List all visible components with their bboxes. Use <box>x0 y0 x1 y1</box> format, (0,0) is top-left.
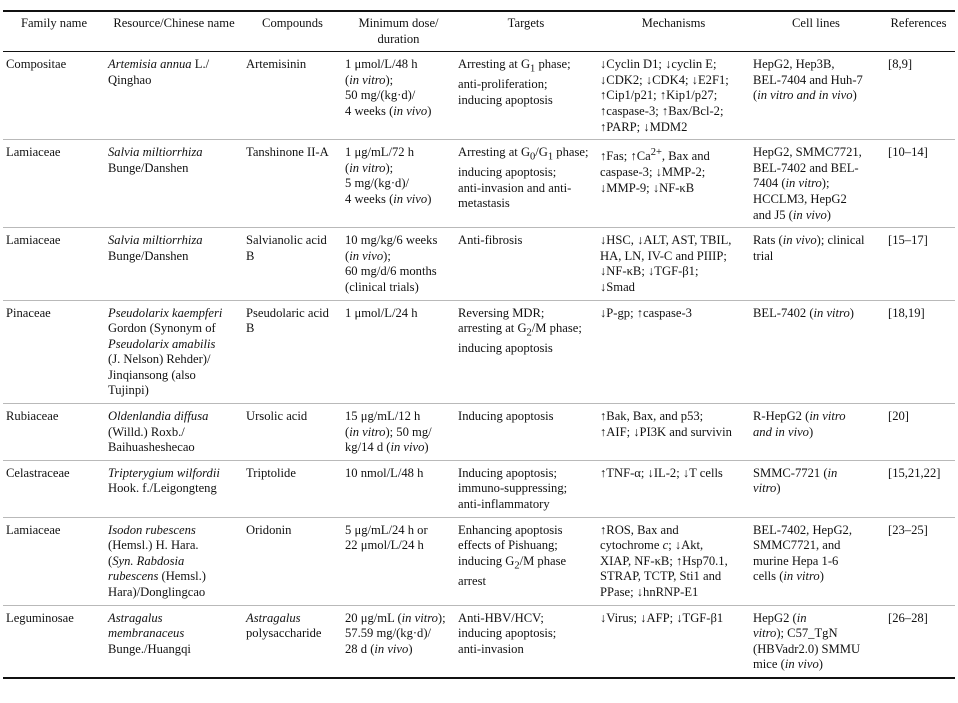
cell-compound: Pseudolaric acid B <box>246 305 329 336</box>
cell-family-name: Celastraceae <box>6 465 70 480</box>
cell-references: [20] <box>888 409 909 424</box>
cell-references: [15,21,22] <box>888 465 941 480</box>
cell-resource: Astragalus membranaceus Bunge./Huangqi <box>108 610 191 656</box>
cell-references: [15–17] <box>888 233 928 248</box>
cell-cell-lines: Rats (in vivo); clinical trial <box>753 233 865 263</box>
cell-family-name: Rubiaceae <box>6 409 59 424</box>
cell-compound: Ursolic acid <box>246 409 308 424</box>
cell-resource: Isodon rubescens (Hemsl.) H. Hara. (Syn. Rabdosia rubescens (Hemsl.) Hara)/Donglingcao <box>108 522 206 599</box>
table-row <box>3 52 955 140</box>
cell-targets: Anti-HBV/HCV; inducing apoptosis; anti-invasion <box>458 610 557 656</box>
cell-min-dose: 1 μmol/L/24 h <box>345 305 418 320</box>
cell-references: [26–28] <box>888 610 928 625</box>
table-row <box>3 300 955 404</box>
cell-mechanisms: ↓Virus; ↓AFP; ↓TGF-β1 <box>600 610 724 625</box>
cell-references: [23–25] <box>888 522 928 537</box>
cell-resource: Pseudolarix kaempferi Gordon (Synonym of Pseudolarix amabilis (J. Nelson) Rehder)/ Jinqiansong (also Tujinpi) <box>108 305 223 398</box>
cell-family-name: Lamiaceae <box>6 233 61 248</box>
cell-min-dose: 10 nmol/L/48 h <box>345 465 424 480</box>
table-row <box>3 605 955 678</box>
cell-resource: Salvia miltiorrhiza Bunge/Danshen <box>108 145 203 175</box>
cell-compound: Astragalus polysaccharide <box>246 610 322 641</box>
cell-cell-lines: R-HepG2 (in vitro and in vivo) <box>753 409 846 439</box>
table-header <box>3 11 955 52</box>
cell-mechanisms: ↑ROS, Bax and cytochrome c; ↓Akt, XIAP, NF-κB; ↑Hsp70.1, STRAP, TCTP, Sti1 and PPase; ↓hnRNP-E1 <box>600 522 728 599</box>
cell-mechanisms: ↓HSC, ↓ALT, AST, TBIL, HA, LN, IV-C and PIIIP; ↓NF-κB; ↓TGF-β1; ↓Smad <box>600 233 732 294</box>
cell-targets: Arresting at $G_0/G_1$ phase; inducing apoptosis; anti-invasion and anti- metastasis <box>458 145 589 211</box>
cell-references: [8,9] <box>888 57 913 72</box>
cell-compound: Artemisinin <box>246 57 307 72</box>
cell-resource: Tripterygium wilfordii Hook. f./Leigongteng <box>108 465 220 496</box>
cell-family-name: Pinaceae <box>6 305 51 320</box>
table-row <box>3 460 955 517</box>
header-family-name: Family name <box>20 16 88 30</box>
table-row <box>3 140 955 228</box>
cell-resource: Artemisia annua L./ Qinghao <box>108 57 210 87</box>
header-resource: Resource/Chinese name <box>113 16 235 30</box>
cell-mechanisms: ↑Fas; $↑Ca^{2+}$, Bax and caspase-3; ↓MMP-2; ↓MMP-9; ↓NF-κB <box>600 147 710 195</box>
cell-compound: Oridonin <box>246 522 292 537</box>
cell-resource: Oldenlandia diffusa (Willd.) Roxb./ Baihuasheshecao <box>108 409 209 455</box>
cell-cell-lines: HepG2, Hep3B, BEL-7404 and Huh-7 (in vitro and in vivo) <box>753 57 863 103</box>
herbal-compounds-table <box>3 10 955 679</box>
header-mechanisms: Mechanisms <box>641 16 706 30</box>
cell-targets: Enhancing apoptosis effects of Pishuang; inducing $G_2/M$ phase arrest <box>458 522 567 588</box>
cell-mechanisms: ↑Bak, Bax, and p53; ↑AIF; ↓PI3K and survivin <box>600 409 732 439</box>
cell-compound: Salvianolic acid B <box>246 233 327 263</box>
cell-references: [18,19] <box>888 305 925 320</box>
cell-resource: Salvia miltiorrhiza Bunge/Danshen <box>108 233 203 263</box>
cell-compound: Triptolide <box>246 465 296 480</box>
cell-mechanisms: ↓P-gp; ↑caspase-3 <box>600 305 692 320</box>
cell-targets: Anti-fibrosis <box>458 233 523 248</box>
cell-family-name: Compositae <box>6 57 67 72</box>
cell-mechanisms: ↑TNF-α; ↓IL-2; ↓T cells <box>600 465 723 480</box>
cell-min-dose: 1 μg/mL/72 h (in vitro); 5 mg/(kg·d)/ 4 weeks (in vivo) <box>345 145 432 206</box>
cell-compound: Tanshinone II-A <box>246 145 329 160</box>
cell-cell-lines: BEL-7402 (in vitro) <box>753 305 854 320</box>
cell-targets: Inducing apoptosis; immuno-suppressing; anti-inflammatory <box>458 465 568 512</box>
cell-references: [10–14] <box>888 145 928 160</box>
header-row <box>3 11 955 52</box>
cell-cell-lines: HepG2 (in vitro); C57_TgN (HBVadr2.0) SMMU mice (in vivo) <box>753 610 861 672</box>
cell-family-name: Leguminosae <box>6 610 74 625</box>
cell-min-dose: 15 μg/mL/12 h (in vitro); 50 mg/ kg/14 d (in vivo) <box>345 409 432 455</box>
header-compounds: Compounds <box>262 16 323 30</box>
cell-min-dose: 20 μg/mL (in vitro); 57.59 mg/(kg·d)/ 28 d (in vivo) <box>345 610 446 656</box>
table-row <box>3 517 955 605</box>
cell-cell-lines: HepG2, SMMC7721, BEL-7402 and BEL- 7404 (in vitro); HCCLM3, HepG2 and J5 (in vivo) <box>753 145 862 222</box>
cell-cell-lines: SMMC-7721 (in vitro) <box>753 465 838 496</box>
header-references: References <box>890 16 947 30</box>
herbal-compounds-table-container <box>3 10 955 679</box>
cell-targets: Reversing MDR; arresting at $G_2/M$ phase; inducing apoptosis <box>458 305 582 356</box>
cell-min-dose: 5 μg/mL/24 h or 22 μmol/L/24 h <box>345 522 428 553</box>
cell-min-dose: 10 mg/kg/6 weeks (in vivo); 60 mg/d/6 months (clinical trials) <box>345 233 438 294</box>
header-cell-lines: Cell lines <box>792 16 840 30</box>
cell-targets: Inducing apoptosis <box>458 409 554 424</box>
cell-targets: Arresting at $G_1$ phase; anti-proliferation; inducing apoptosis <box>458 57 571 107</box>
header-min-dose: Minimum dose/ duration <box>358 16 439 46</box>
cell-min-dose: 1 μmol/L/48 h (in vitro); 50 mg/(kg·d)/ 4 weeks (in vivo) <box>345 57 432 118</box>
cell-mechanisms: ↓Cyclin D1; ↓cyclin E; ↓CDK2; ↓CDK4; ↓E2F1; ↑Cip1/p21; ↑Kip1/p27; ↑caspase-3; ↑Bax/Bcl-2; ↑PARP; ↓MDM2 <box>600 57 729 134</box>
table-row <box>3 404 955 461</box>
cell-family-name: Lamiaceae <box>6 522 61 537</box>
header-targets: Targets <box>507 16 545 30</box>
cell-family-name: Lamiaceae <box>6 145 61 160</box>
table-row <box>3 228 955 300</box>
table-body <box>3 52 955 678</box>
cell-cell-lines: BEL-7402, HepG2, SMMC7721, and murine Hepa 1-6 cells (in vitro) <box>753 522 852 584</box>
